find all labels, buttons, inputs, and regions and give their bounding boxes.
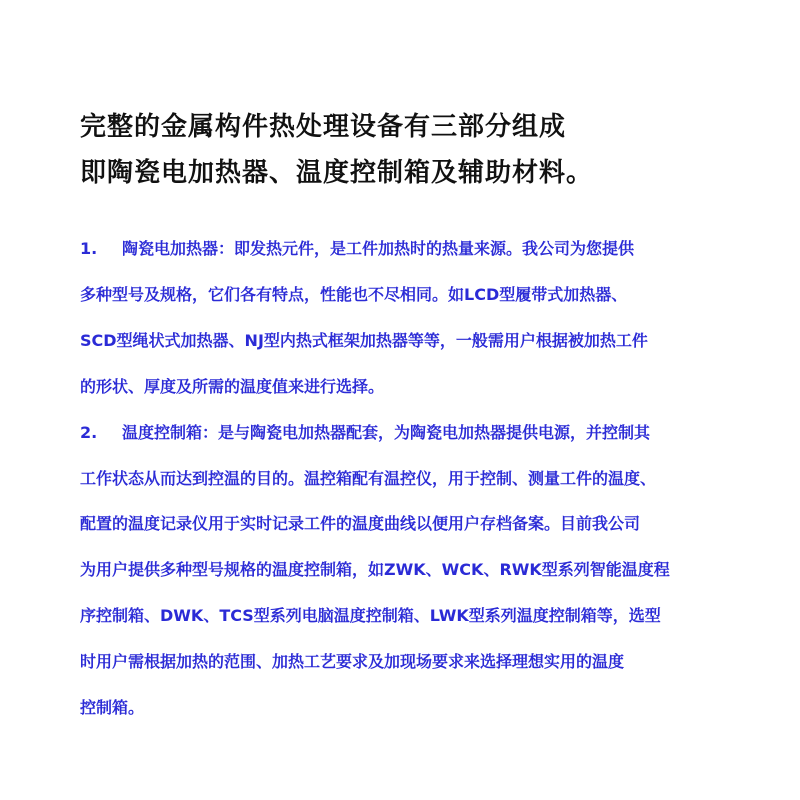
body-line-9: 序控制箱、DWK、TCS型系列电脑温度控制箱、LWK型系列温度控制箱等，选型: [80, 606, 661, 626]
body-line-5: [80, 410, 760, 456]
body-line-10: 时用户需根据加热的范围、加热工艺要求及加现场要求来选择理想实用的温度: [80, 652, 625, 672]
body-line-3: SCD型绳状式加热器、NJ型内热式框架加热器等等，一般需用户根据被加热工件: [80, 330, 648, 350]
item-1-text: 陶瓷电加热器：即发热元件，是工件加热时的热量来源。我公司为您提供: [122, 239, 635, 258]
heading-line-1: 完整的金属构件热处理设备有三部分组成: [80, 112, 567, 142]
body-text: [80, 226, 760, 731]
body-line-8: 为用户提供多种型号规格的温度控制箱，如ZWK、WCK、RWK型系列智能温度程: [80, 560, 670, 580]
item-2-number: 2.: [80, 422, 98, 442]
heading-line-2: 即陶瓷电加热器、温度控制箱及辅助材料。: [80, 158, 594, 188]
body-line-11: 控制箱。: [80, 698, 145, 718]
page-heading: [80, 104, 760, 196]
body-line-7: 配置的温度记录仪用于实时记录工件的温度曲线以便用户存档备案。目前我公司: [80, 514, 641, 534]
body-line-1: [80, 226, 760, 272]
item-1-number: 1.: [80, 239, 98, 258]
body-line-4: 的形状、厚度及所需的温度值来进行选择。: [80, 376, 385, 396]
item-2-text: 温度控制箱：是与陶瓷电加热器配套，为陶瓷电加热器提供电源，并控制其: [122, 422, 651, 442]
body-line-2: 多种型号及规格，它们各有特点，性能也不尽相同。如LCD型履带式加热器、: [80, 284, 628, 304]
body-line-6: 工作状态从而达到控温的目的。温控箱配有温控仪，用于控制、测量工件的温度、: [80, 468, 657, 488]
